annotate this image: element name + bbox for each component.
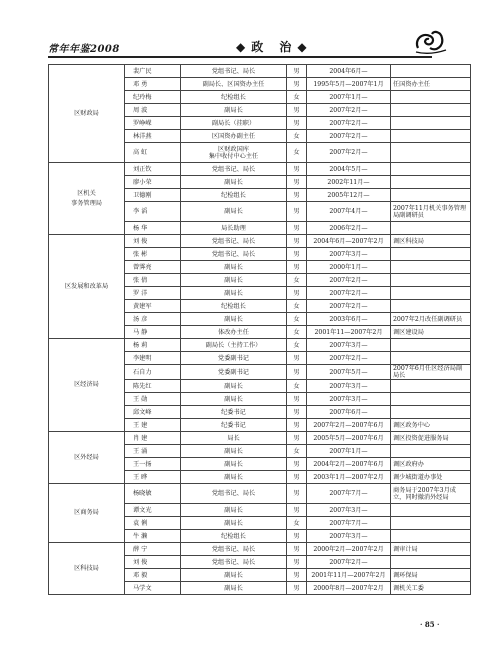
remark: 调区建设局: [391, 326, 471, 339]
person-name: 卫德刚: [125, 189, 181, 202]
position-title: 党组书记、局长: [181, 235, 287, 248]
position-title: 副局长: [181, 261, 287, 274]
person-name: 王 涌: [125, 445, 181, 458]
person-name: 汤 彦: [125, 313, 181, 326]
person-name: 纪玲梅: [125, 91, 181, 104]
remark: [391, 504, 471, 517]
gender: 男: [287, 65, 307, 78]
position-title: 纪检组长: [181, 189, 287, 202]
remark: [391, 130, 471, 143]
remark: [391, 556, 471, 569]
remark: [391, 143, 471, 163]
person-name: 牛 濑: [125, 530, 181, 543]
remark: [391, 65, 471, 78]
remark: [391, 517, 471, 530]
remark: 调区投资促进服务局: [391, 432, 471, 445]
person-name: 陈先红: [125, 380, 181, 393]
remark: 2007年2月改任副调研员: [391, 313, 471, 326]
position-title: 副局长、区国资办主任: [181, 78, 287, 91]
person-name: 刘正钦: [125, 163, 181, 176]
position-title: 副局长: [181, 471, 287, 484]
term-of-office: 2004年5月—: [307, 163, 391, 176]
table-row: [49, 163, 471, 176]
position-title: 副局长: [181, 380, 287, 393]
position-title: 党组书记、局长: [181, 163, 287, 176]
term-of-office: 2007年3月—: [307, 393, 391, 406]
gender: 女: [287, 339, 307, 352]
gender: 女: [287, 326, 307, 339]
remark: [391, 248, 471, 261]
term-of-office: 2007年1月—: [307, 445, 391, 458]
remark: [391, 352, 471, 365]
remark: 2007年6月任区经济局副局长: [391, 365, 471, 380]
gender: 男: [287, 117, 307, 130]
leadership-roster-table: [48, 64, 471, 595]
gender: 男: [287, 556, 307, 569]
remark: [391, 222, 471, 235]
person-name: 邓 勇: [125, 78, 181, 91]
position-title: 副局长: [181, 287, 287, 300]
term-of-office: 2007年4月—: [307, 202, 391, 222]
term-of-office: 2003年1月—2007年2月: [307, 471, 391, 484]
position-title: 党组书记、局长: [181, 248, 287, 261]
remark: [391, 274, 471, 287]
person-name: 杨晓敏: [125, 484, 181, 504]
term-of-office: 2004年6月—: [307, 65, 391, 78]
remark: 调审计局: [391, 543, 471, 556]
remark: 任国资办主任: [391, 78, 471, 91]
position-title: 党委副书记: [181, 352, 287, 365]
term-of-office: 2005年5月—2007年6月: [307, 432, 391, 445]
gender: 男: [287, 569, 307, 582]
position-title: 党组书记、局长: [181, 65, 287, 78]
position-title: 副局长: [181, 176, 287, 189]
person-name: 刘 俊: [125, 235, 181, 248]
gender: 男: [287, 176, 307, 189]
remark: 调区政府办: [391, 458, 471, 471]
position-title: 区财政国库 集中收付中心主任: [181, 143, 287, 163]
term-of-office: 2000年2月—2007年2月: [307, 543, 391, 556]
gender: 男: [287, 365, 307, 380]
remark: [391, 287, 471, 300]
gender: 男: [287, 287, 307, 300]
gender: 女: [287, 313, 307, 326]
page-header: [48, 36, 432, 58]
term-of-office: 1995年5月—2007年1月: [307, 78, 391, 91]
gender: 男: [287, 432, 307, 445]
gender: 男: [287, 248, 307, 261]
term-of-office: 2004年6月—2007年2月: [307, 235, 391, 248]
gender: 女: [287, 274, 307, 287]
person-name: 薛 宁: [125, 543, 181, 556]
position-title: 副局长: [181, 569, 287, 582]
person-name: 裴广民: [125, 65, 181, 78]
roster-body: [49, 65, 471, 595]
gender: 女: [287, 380, 307, 393]
term-of-office: 2002年11月—: [307, 176, 391, 189]
remark: 商务局于2007年3月成立，同时撤消外经局: [391, 484, 471, 504]
person-name: 廖小荣: [125, 176, 181, 189]
term-of-office: 2004年2月—2007年6月: [307, 458, 391, 471]
term-of-office: 2005年12月—: [307, 189, 391, 202]
position-title: 纪检组长: [181, 530, 287, 543]
remark: 调区政务中心: [391, 419, 471, 432]
person-name: 王一扬: [125, 458, 181, 471]
person-name: 张 倩: [125, 274, 181, 287]
position-title: 党委副书记: [181, 365, 287, 380]
term-of-office: 2007年2月—: [307, 274, 391, 287]
remark: [391, 104, 471, 117]
term-of-office: 2006年2月—: [307, 222, 391, 235]
position-title: 党组书记、局长: [181, 543, 287, 556]
remark: [391, 393, 471, 406]
remark: [391, 163, 471, 176]
position-title: 副局长: [181, 274, 287, 287]
term-of-office: 2007年3月—: [307, 530, 391, 543]
term-of-office: 2007年3月—: [307, 380, 391, 393]
gender: 男: [287, 543, 307, 556]
gender: 男: [287, 458, 307, 471]
term-of-office: 2007年2月—: [307, 556, 391, 569]
gender: 女: [287, 130, 307, 143]
gender: 女: [287, 143, 307, 163]
position-title: 纪检组长: [181, 91, 287, 104]
person-name: 邓 毅: [125, 569, 181, 582]
term-of-office: 2007年3月—: [307, 504, 391, 517]
term-of-office: 2007年3月—: [307, 248, 391, 261]
person-name: 张 彬: [125, 248, 181, 261]
remark: [391, 445, 471, 458]
position-title: 区国资办副主任: [181, 130, 287, 143]
table-row: [49, 339, 471, 352]
position-title: 纪检组长: [181, 300, 287, 313]
person-name: 刘 俊: [125, 556, 181, 569]
term-of-office: 2007年7月—: [307, 484, 391, 504]
table-row: [49, 65, 471, 78]
department-name: 区经济局: [49, 339, 125, 432]
gender: 男: [287, 406, 307, 419]
position-title: 副局长: [181, 393, 287, 406]
remark: 调少城街道办事处: [391, 471, 471, 484]
gender: 男: [287, 189, 307, 202]
term-of-office: 2007年1月—: [307, 91, 391, 104]
person-name: 马学文: [125, 582, 181, 595]
term-of-office: 2000年1月—: [307, 261, 391, 274]
remark: [391, 339, 471, 352]
position-title: 副局长（主持工作）: [181, 339, 287, 352]
term-of-office: 2007年7月—: [307, 517, 391, 530]
gender: 男: [287, 352, 307, 365]
person-name: 杨 莉: [125, 339, 181, 352]
gender: 男: [287, 471, 307, 484]
department-name: 区科技局: [49, 543, 125, 595]
person-name: 周 波: [125, 104, 181, 117]
position-title: 副局长: [181, 458, 287, 471]
person-name: 林洋燕: [125, 130, 181, 143]
remark: [391, 189, 471, 202]
position-title: 党组书记、局长: [181, 484, 287, 504]
remark: 调环保局: [391, 569, 471, 582]
position-title: 副局长: [181, 504, 287, 517]
position-title: 副局长: [181, 313, 287, 326]
table-row: [49, 432, 471, 445]
term-of-office: 2007年2月—2007年6月: [307, 419, 391, 432]
gender: 男: [287, 163, 307, 176]
page-number: · 85 ·: [420, 620, 440, 629]
position-title: 体改办主任: [181, 326, 287, 339]
person-name: 高 虹: [125, 143, 181, 163]
person-name: 肖 建: [125, 432, 181, 445]
table-row: [49, 484, 471, 504]
gender: 女: [287, 517, 307, 530]
remark: 2007年11月机关事务管理局副调研员: [391, 202, 471, 222]
gender: 女: [287, 91, 307, 104]
term-of-office: 2007年6月—: [307, 406, 391, 419]
remark: 调区科技局: [391, 235, 471, 248]
person-name: 罗 洋: [125, 287, 181, 300]
position-title: 副局长: [181, 104, 287, 117]
gender: 男: [287, 261, 307, 274]
header-rule: [48, 56, 432, 58]
department-name: 区发展和改革局: [49, 235, 125, 339]
gender: 男: [287, 235, 307, 248]
remark: [391, 91, 471, 104]
position-title: 副局长: [181, 202, 287, 222]
decorative-swirl-icon: [412, 26, 448, 56]
person-name: 谭文光: [125, 504, 181, 517]
position-title: 纪委书记: [181, 419, 287, 432]
gender: 男: [287, 393, 307, 406]
person-name: 黄建军: [125, 300, 181, 313]
remark: [391, 117, 471, 130]
person-name: 马 静: [125, 326, 181, 339]
term-of-office: 2001年11—2007年2月: [307, 326, 391, 339]
table-row: [49, 235, 471, 248]
person-name: 袁 俐: [125, 517, 181, 530]
remark: [391, 176, 471, 189]
gender: 男: [287, 484, 307, 504]
term-of-office: 2007年2月—: [307, 117, 391, 130]
position-title: 局长: [181, 432, 287, 445]
position-title: 纪委书记: [181, 406, 287, 419]
section-title: ◆政 治◆: [236, 40, 313, 54]
remark: [391, 300, 471, 313]
term-of-office: 2003年6月—: [307, 313, 391, 326]
gender: 男: [287, 582, 307, 595]
position-title: 局长助理: [181, 222, 287, 235]
remark: 调机关工委: [391, 582, 471, 595]
person-name: 王 建: [125, 419, 181, 432]
person-name: 王 晔: [125, 471, 181, 484]
yearbook-title: 常年年鉴2008: [48, 44, 120, 55]
term-of-office: 2007年2月—: [307, 300, 391, 313]
person-name: 李 滔: [125, 202, 181, 222]
position-title: 副局长: [181, 582, 287, 595]
term-of-office: 2007年2月—: [307, 104, 391, 117]
person-name: 杨 华: [125, 222, 181, 235]
gender: 女: [287, 300, 307, 313]
department-name: 区机关 事务管理局: [49, 163, 125, 235]
gender: 男: [287, 222, 307, 235]
term-of-office: 2007年5月—: [307, 365, 391, 380]
person-name: 邱文峰: [125, 406, 181, 419]
department-name: 区商务局: [49, 484, 125, 543]
gender: 男: [287, 530, 307, 543]
gender: 男: [287, 504, 307, 517]
position-title: 党组书记、局长: [181, 556, 287, 569]
department-name: 区外经局: [49, 432, 125, 484]
person-name: 石自力: [125, 365, 181, 380]
position-title: 副局长: [181, 517, 287, 530]
position-title: 副局长（挂职）: [181, 117, 287, 130]
person-name: 罗峥嵘: [125, 117, 181, 130]
person-name: 李建明: [125, 352, 181, 365]
term-of-office: 2007年2月—: [307, 130, 391, 143]
department-name: 区财政局: [49, 65, 125, 163]
gender: 男: [287, 202, 307, 222]
term-of-office: 2000年8月—2007年2月: [307, 582, 391, 595]
person-name: 曾霁亮: [125, 261, 181, 274]
remark: [391, 530, 471, 543]
position-title: 副局长: [181, 445, 287, 458]
gender: 女: [287, 445, 307, 458]
term-of-office: 2007年3月—: [307, 339, 391, 352]
term-of-office: 2007年2月—: [307, 287, 391, 300]
remark: [391, 406, 471, 419]
gender: 男: [287, 104, 307, 117]
term-of-office: 2007年2月—: [307, 352, 391, 365]
term-of-office: 2007年2月—: [307, 143, 391, 163]
table-row: [49, 543, 471, 556]
term-of-office: 2001年11月—2007年2月: [307, 569, 391, 582]
gender: 男: [287, 419, 307, 432]
remark: [391, 261, 471, 274]
person-name: 王 勋: [125, 393, 181, 406]
remark: [391, 380, 471, 393]
gender: 男: [287, 78, 307, 91]
